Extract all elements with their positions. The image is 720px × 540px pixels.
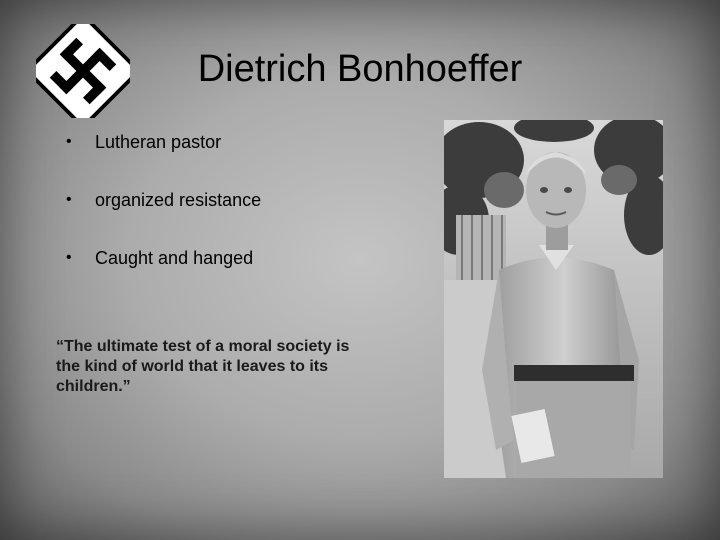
slide-title: Dietrich Bonhoeffer	[197, 48, 523, 90]
bullet-item	[66, 186, 261, 244]
quote-text: “The ultimate test of a moral society is the kind of world that it leaves to its children.”	[56, 338, 350, 395]
bullet-marker: •	[66, 191, 72, 208]
bullet-list	[66, 128, 261, 302]
bullet-marker: •	[66, 133, 72, 150]
bullet-item	[66, 244, 261, 302]
portrait-photo	[444, 120, 663, 478]
bullet-item	[66, 128, 261, 186]
bullet-marker: •	[66, 249, 72, 266]
swastika-emblem-icon	[36, 24, 130, 118]
bullet-text: Caught and hanged	[95, 248, 254, 268]
bullet-text: Lutheran pastor	[95, 132, 222, 152]
bullet-text: organized resistance	[95, 190, 262, 210]
